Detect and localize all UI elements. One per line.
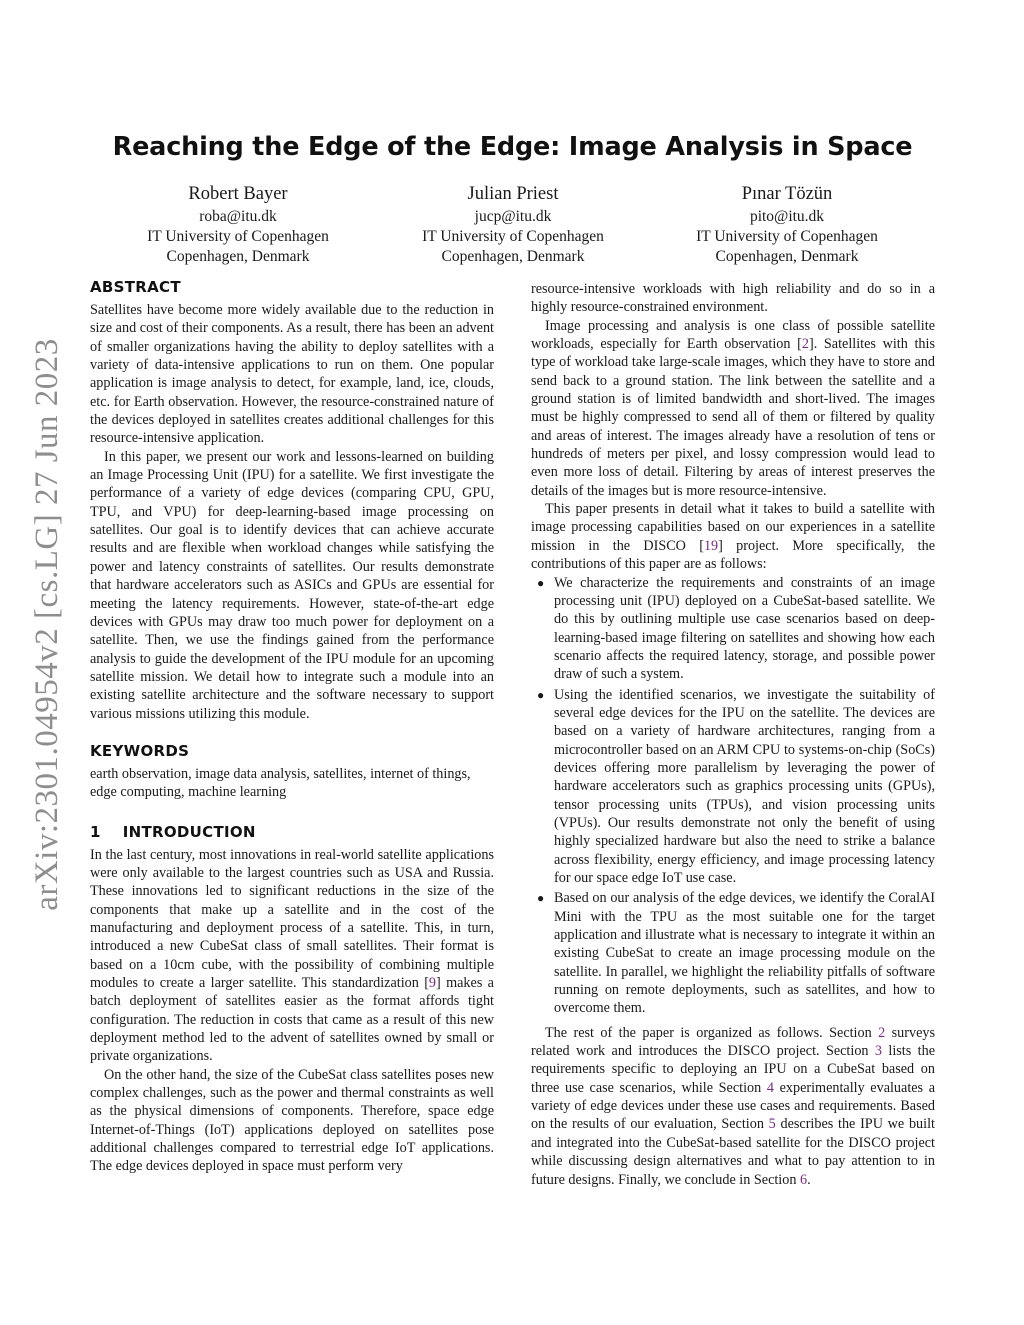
list-item: ● Based on our analysis of the edge devices, we identify the CoralAI Mini with the TPU as the most suitable one for the target application and illustrate what is necessary to integrate it within an existing CubeSat to create an image processing module on the satellite. In parallel, we highlight the reliability pitfalls of software running on remote deployments, such as satellites, and how to overcome them.	[537, 890, 935, 1017]
intro-paragraph-4: Image processing and analysis is one class of possible satellite workloads, especially for Earth observation [2]. Satellites with this type of workload take large-scale images, which they have to store and send back to a ground station. The link between the satellite and a ground station is of limited bandwidth and short-lived. The images must be highly compressed to send all of them or filtered by quality and areas of interest. The images already have a resolution of tens or hundreds of meters per pixel, and lossy compression would lead to even more loss of detail. Filtering by areas of interest preserves the details of the images but is more resource-intensive.	[531, 317, 935, 499]
list-item: ● Using the identified scenarios, we investigate the suitability of several edge devices for the IPU on the satellite. The devices are based on a variety of hardware architectures, ranging from a microcontroller based on an ARM CPU to systems-on-chip (SoCs) devices offering more parallelism by leveraging the power of hardware accelerators such as graphics processing units (GPUs), tensor processing units (TPUs), and vision processing units (VPUs). Our results demonstrate not only the benefit of using highly specialized hardware but also the need to strike a balance across flexibility, energy efficiency, and image processing latency for our space edge IoT use case.	[537, 686, 935, 886]
introduction-heading	[90, 823, 494, 841]
section-title: INTRODUCTION	[122, 822, 256, 841]
author-name: Robert Bayer	[188, 184, 288, 204]
author-email: pito@itu.dk	[749, 208, 825, 225]
bullet-icon: ●	[537, 687, 545, 702]
author-location: Copenhagen, Denmark	[441, 248, 585, 265]
author-affiliation: IT University of Copenhagen	[147, 228, 329, 245]
section-link[interactable]: 6	[799, 1171, 808, 1188]
author-name: Pınar Tözün	[741, 184, 833, 204]
abstract-heading: ABSTRACT	[90, 278, 181, 296]
contributions-list	[531, 574, 935, 1018]
section-link[interactable]: 2	[878, 1024, 886, 1041]
bullet-icon: ●	[537, 891, 545, 906]
citation-link[interactable]: 19	[703, 537, 719, 554]
author-3	[657, 181, 917, 267]
keywords-heading: KEYWORDS	[90, 741, 190, 760]
abstract-paragraph-1: Satellites have become more widely available due to the reduction in size and cost of their components. As a result, there has been an advent of smaller organizations having the ability to deploy satellites with a variety of data-intensive applications to run on them. One popular application is image analysis to detect, for example, land, ice, clouds, etc. for Earth observation. However, the resource-constrained nature of the devices deployed in satellites creates additional challenges for this resource-intensive application.	[90, 302, 494, 447]
intro-paragraph-1: In the last century, most innovations in real-world satellite applications were only available to the largest countries such as USA and Russia. These innovations led to significant reductions in the size of the components that make up a satellite and in the cost of the manufacturing and deployment process of a satellite. This, in turn, introduced a new CubeSat class of small satellites. Their format is based on a 10cm cube, with the possibility of combining multiple modules to create a larger satellite. This standardization [9] makes a batch deployment of satellites easier as the format affords tight configuration. The reduction in costs that came as a result of this new deployment method led to the advent of satellites owned by small or private organizations.	[90, 846, 494, 1065]
section-link[interactable]: 4	[766, 1079, 774, 1096]
keywords-text: earth observation, image data analysis, satellites, internet of things, edge computing, machine learning	[90, 765, 471, 801]
section-link[interactable]: 3	[874, 1043, 882, 1060]
bullet-icon: ●	[537, 575, 545, 590]
section-number: 1	[90, 822, 101, 841]
author-location: Copenhagen, Denmark	[166, 248, 310, 265]
author-affiliation: IT University of Copenhagen	[422, 228, 604, 245]
author-email: jucp@itu.dk	[474, 208, 552, 225]
arxiv-stamp	[18, 0, 68, 1325]
section-link[interactable]: 5	[768, 1116, 776, 1133]
citation-link[interactable]: 9	[428, 975, 437, 991]
list-item: ● We characterize the requirements and constraints of an image processing unit (IPU) deployed on a CubeSat-based satellite. We do this by outlining multiple use case scenarios based on deep-learning-based image filtering on satellites and showing how each scenario affects the required latency, storage, and possible power draw of such a system.	[537, 574, 935, 683]
author-name: Julian Priest	[467, 184, 559, 204]
arxiv-stamp-text: arXiv:2301.04954v2 [cs.LG] 27 Jun 2023	[28, 338, 65, 911]
citation-link[interactable]: 2	[801, 336, 809, 353]
intro-paragraph-2: On the other hand, the size of the CubeSat class satellites poses new complex challenges, such as the power and thermal constraints as well as the physical dimensions of components. Therefore, space edge Internet-of-Things (IoT) applications deployed on satellites pose additional challenges compared to terrestrial edge IoT applications. The edge devices deployed in space must perform very	[90, 1066, 494, 1175]
author-1	[108, 181, 368, 267]
paper-title: Reaching the Edge of the Edge: Image Analysis in Space	[112, 132, 913, 162]
author-location: Copenhagen, Denmark	[715, 248, 859, 265]
intro-paragraph-5: This paper presents in detail what it takes to build a satellite with image processing capabilities based on our experiences in a satellite mission in the DISCO [19] project. More specifically, the contributions of this paper are as follows:	[531, 501, 935, 573]
intro-paragraph-3: resource-intensive workloads with high reliability and do so in a highly resource-constrained environment.	[531, 281, 935, 316]
author-affiliation: IT University of Copenhagen	[696, 228, 878, 245]
author-email: roba@itu.dk	[199, 208, 277, 225]
abstract-paragraph-2: In this paper, we present our work and lessons-learned on building an Image Processing Unit (IPU) for a satellite. We first investigate the performance of a variety of edge devices (comparing CPU, GPU, TPU, and VPU) for deep-learning-based image processing on satellites. Our goal is to identify devices that can achieve accurate results and are flexible when workload changes while satisfying the power and latency constraints of satellites. Our results demonstrate that hardware accelerators such as ASICs and GPUs are essential for meeting the latency requirements. However, state-of-the-art edge devices with GPUs may draw too much power for deployment on a satellite. Then, we use the findings gained from the performance analysis to guide the development of the IPU module for an upcoming satellite mission. We detail how to integrate such a module into an existing satellite architecture and the software necessary to support various missions utilizing this module.	[90, 448, 494, 722]
left-column	[90, 278, 494, 1176]
intro-outline-paragraph: The rest of the paper is organized as follows. Section 2 surveys related work and introduces the DISCO project. Section 3 lists the requirements specific to deploying an IPU on a CubeSat based on three use case scenarios, while Section 4 experimentally evaluates a variety of edge devices under these use cases and requirements. Based on the results of our evaluation, Section 5 describes the IPU we built and integrated into the CubeSat-based satellite for the DISCO project while discussing design alternatives and what to pay attention to in future designs. Finally, we conclude in Section 6.	[531, 1024, 936, 1188]
right-column	[531, 280, 935, 1189]
author-2	[383, 181, 643, 267]
